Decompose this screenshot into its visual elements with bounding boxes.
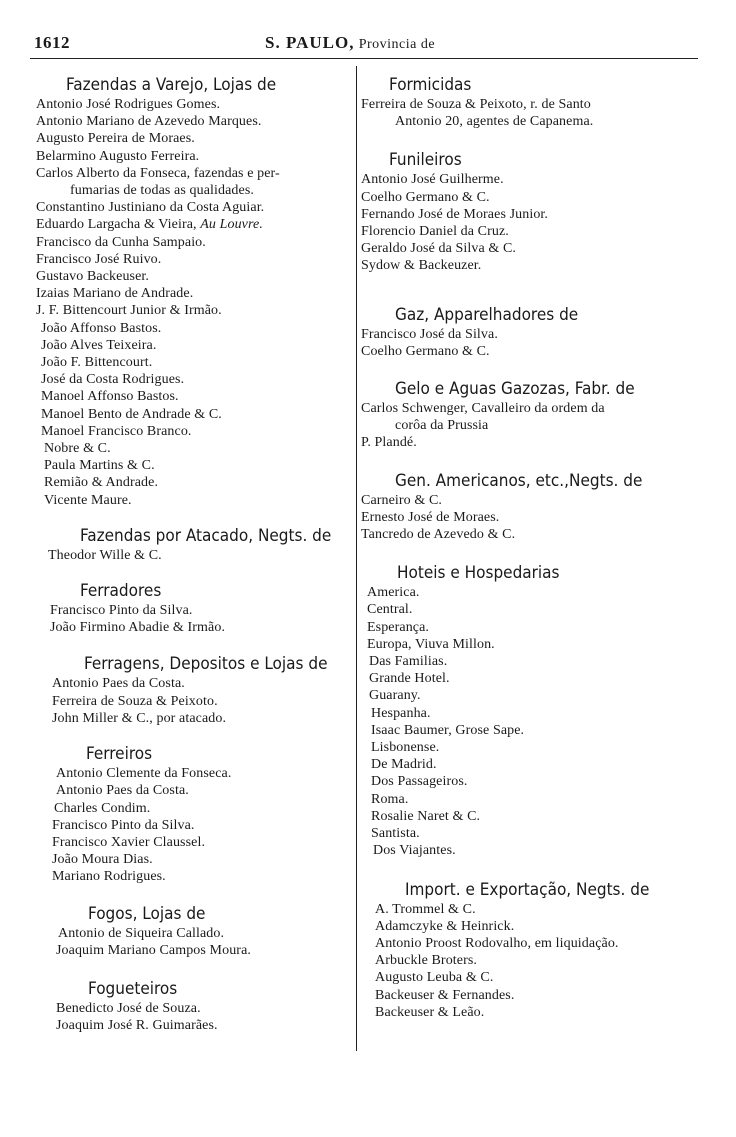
list-item: Fernando José de Moraes Junior. — [361, 206, 549, 222]
right-column — [361, 75, 701, 1021]
section-gen-americanos — [361, 471, 701, 492]
list-item: Charles Condim. — [54, 800, 151, 816]
list-item: Francisco Xavier Claussel. — [52, 834, 206, 850]
list-item: João Moura Dias. — [52, 852, 153, 868]
list-item: Antonio Clemente da Fonseca. — [56, 766, 232, 782]
header-city: S. PAULO, — [265, 33, 355, 52]
list-item: Manoel Affonso Bastos. — [41, 389, 179, 405]
list-item: Antonio Paes da Costa. — [56, 783, 189, 799]
section-fazendas-varejo — [66, 75, 356, 96]
section-heading: Fazendas a Varejo, Lojas de — [66, 75, 277, 95]
list-item: Arbuckle Broters. — [375, 953, 478, 969]
list-item: Francisco Pinto da Silva. — [52, 817, 195, 833]
list-item: P. Plandé. — [361, 435, 417, 451]
section-heading: Import. e Exportação, Negts. de — [405, 879, 650, 900]
list-item: Francisco José Ruivo. — [36, 251, 162, 267]
list-item: Remião & Andrade. — [44, 475, 159, 491]
list-item: Manoel Bento de Andrade & C. — [41, 406, 222, 422]
list-item: Antonio José Rodrigues Gomes. — [36, 97, 221, 112]
list-item: Izaias Mariano de Andrade. — [36, 286, 194, 302]
header-rule — [30, 58, 698, 59]
list-item: Adamczyke & Heinrick. — [375, 918, 515, 934]
list-item: America. — [367, 585, 420, 601]
list-item: Belarmino Augusto Ferreira. — [36, 148, 200, 164]
list-item: Joaquim Mariano Campos Moura. — [56, 942, 251, 958]
list-item: Benedicto José de Souza. — [56, 1000, 201, 1016]
list-item: Carlos Schwenger, Cavalleiro da ordem da — [361, 401, 605, 417]
list-item: Francisco Pinto da Silva. — [50, 603, 193, 619]
section-gelo — [361, 379, 701, 400]
list-item: Central. — [367, 602, 413, 618]
list-item: Antonio de Siqueira Callado. — [58, 925, 225, 941]
italic-note: Au Louvre. — [200, 217, 263, 233]
list-item: Carneiro & C. — [361, 492, 443, 508]
list-item: Isaac Baumer, Grose Sape. — [371, 722, 525, 738]
header-province: Provincia de — [358, 37, 436, 52]
list-item: Florencio Daniel da Cruz. — [361, 224, 509, 240]
list-item: Backeuser & Leão. — [375, 1004, 485, 1020]
section-fazendas-atacado — [36, 526, 358, 547]
section-heading: Ferragens, Depositos e Lojas de — [84, 654, 328, 675]
list-item: Ferreira de Souza & Peixoto, r. de Santo — [361, 97, 591, 112]
list-item: J. F. Bittencourt Junior & Irmão. — [36, 303, 222, 319]
list-item: Ernesto José de Moraes. — [361, 509, 500, 525]
section-heading: Ferreiros — [86, 744, 153, 765]
section-ferradores — [36, 581, 358, 602]
section-heading: Ferradores — [80, 581, 162, 602]
entry-text: Eduardo Largacha & Vieira, — [36, 217, 197, 233]
section-heading: Gelo e Aguas Gazozas, Fabr. de — [395, 379, 635, 400]
section-heading: Hoteis e Hospedarias — [397, 563, 560, 584]
list-item: Augusto Pereira de Moraes. — [36, 131, 195, 147]
page-title — [265, 33, 435, 53]
list-item: Antonio Paes da Costa. — [52, 676, 185, 692]
list-item: João Affonso Bastos. — [41, 320, 162, 336]
list-item: Theodor Wille & C. — [48, 547, 162, 563]
list-item: A. Trommel & C. — [375, 901, 476, 917]
list-item: Santista. — [371, 826, 420, 842]
list-item: Coelho Germano & C. — [361, 343, 490, 359]
section-heading: Fogueteiros — [88, 978, 178, 999]
list-item: Geraldo José da Silva & C. — [361, 241, 517, 257]
section-ferragens — [36, 654, 358, 675]
section-heading: Funileiros — [389, 150, 462, 171]
left-column — [36, 75, 358, 1034]
list-item: Paula Martins & C. — [44, 458, 155, 474]
list-item: Lisbonense. — [371, 740, 440, 756]
section-heading: Formicidas — [389, 75, 472, 95]
list-item: Rosalie Naret & C. — [371, 808, 481, 824]
list-item: José da Costa Rodrigues. — [41, 372, 185, 388]
list-item: fumarias de todas as qualidades. — [70, 183, 254, 199]
list-item: Antonio José Guilherme. — [361, 172, 504, 188]
list-item: Guarany. — [369, 688, 421, 704]
list-item: Coelho Germano & C. — [361, 189, 490, 205]
list-item: Dos Viajantes. — [373, 843, 456, 859]
section-fogueteiros — [36, 979, 358, 1000]
list-item: Ferreira de Souza & Peixoto. — [52, 693, 218, 709]
list-item: Grande Hotel. — [369, 671, 450, 687]
section-import-exportacao — [361, 880, 701, 901]
section-ferreiros — [36, 744, 358, 765]
list-item: John Miller & C., por atacado. — [52, 710, 227, 726]
list-item: Dos Passageiros. — [371, 774, 468, 790]
section-fogos — [36, 904, 358, 925]
list-item: De Madrid. — [371, 757, 437, 773]
page-number: 1612 — [34, 33, 70, 52]
list-item: Hespanha. — [371, 705, 431, 721]
list-item: Antonio Mariano de Azevedo Marques. — [36, 114, 262, 130]
list-item: Vicente Maure. — [44, 492, 132, 508]
section-heading: Fazendas por Atacado, Negts. de — [80, 525, 332, 546]
list-item: Francisco José da Silva. — [361, 326, 498, 342]
list-item: Roma. — [371, 791, 409, 807]
section-gaz — [361, 305, 701, 326]
list-item: Antonio Proost Rodovalho, em liquidação. — [375, 935, 619, 951]
list-item: Augusto Leuba & C. — [375, 970, 494, 986]
list-item: Mariano Rodrigues. — [52, 869, 166, 885]
page-header — [30, 33, 720, 57]
list-item: Francisco da Cunha Sampaio. — [36, 234, 206, 250]
section-hoteis — [361, 563, 701, 584]
list-item: Joaquim José R. Guimarães. — [56, 1018, 218, 1034]
list-item: Manoel Francisco Branco. — [41, 423, 192, 439]
list-item — [36, 216, 358, 233]
list-item: João Firmino Abadie & Irmão. — [50, 620, 226, 636]
list-item: João Alves Teixeira. — [41, 337, 157, 353]
list-item: Das Familias. — [369, 654, 448, 670]
list-item: Tancredo de Azevedo & C. — [361, 527, 516, 543]
list-item: Esperança. — [367, 619, 430, 635]
section-formicidas — [361, 75, 701, 96]
list-item: Europa, Viuva Millon. — [367, 636, 495, 652]
section-funileiros — [361, 150, 701, 171]
list-item: corôa da Prussia — [395, 418, 489, 434]
list-item: Sydow & Backeuzer. — [361, 258, 482, 274]
list-item: Nobre & C. — [44, 441, 111, 457]
list-item: Carlos Alberto da Fonseca, fazendas e per- — [36, 165, 280, 181]
section-heading: Gen. Americanos, etc.,Negts. de — [395, 470, 643, 491]
list-item: João F. Bittencourt. — [41, 355, 153, 371]
list-item: Antonio 20, agentes de Capanema. — [395, 114, 594, 130]
list-item: Backeuser & Fernandes. — [375, 987, 515, 1003]
list-item: Gustavo Backeuser. — [36, 269, 149, 285]
section-heading: Gaz, Apparelhadores de — [395, 304, 579, 325]
list-item: Constantino Justiniano da Costa Aguiar. — [36, 200, 265, 216]
section-heading: Fogos, Lojas de — [88, 903, 206, 924]
